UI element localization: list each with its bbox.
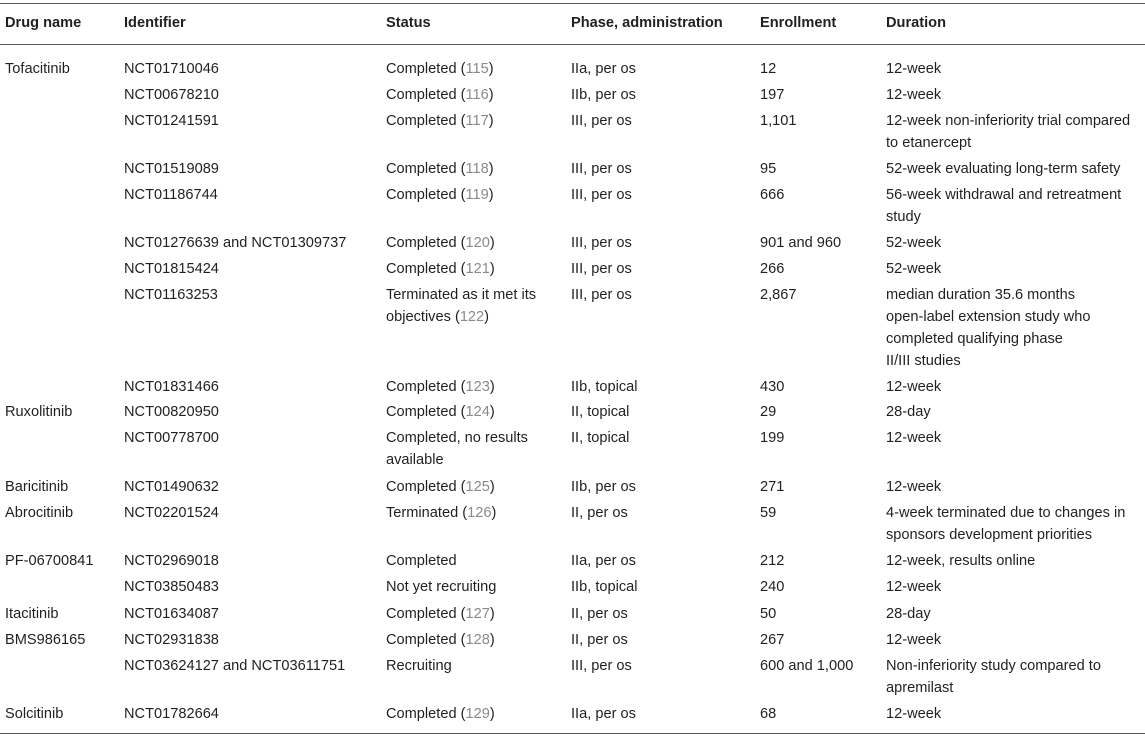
cell-identifier: NCT00778700 <box>124 430 219 446</box>
cell-phase-administration: III, per os <box>571 161 632 177</box>
cell-enrollment: 240 <box>760 579 785 595</box>
duration-line: 12-week non-inferiority trial compared <box>886 113 1131 129</box>
cell-enrollment: 430 <box>760 379 785 395</box>
status-text: Recruiting <box>386 658 452 674</box>
cell-enrollment: 271 <box>760 479 785 495</box>
cell-enrollment: 197 <box>760 87 785 103</box>
cell-status <box>386 232 495 254</box>
status-text: Completed ( <box>386 632 466 648</box>
duration-line: 12-week <box>886 479 942 495</box>
status-text: ) <box>488 113 494 129</box>
status-text: ) <box>489 479 495 495</box>
status-text: Terminated as it met its <box>386 287 537 303</box>
duration-line: 12-week <box>886 579 942 595</box>
cell-status <box>386 427 528 471</box>
cell-identifier: NCT01490632 <box>124 479 219 495</box>
reference-link[interactable]: 127 <box>465 606 490 622</box>
cell-phase-administration: III, per os <box>571 113 632 129</box>
cell-drug-name: Baricitinib <box>5 479 69 495</box>
cell-enrollment: 2,867 <box>760 287 797 303</box>
cell-status <box>386 703 495 725</box>
cell-phase-administration: IIb, topical <box>571 379 638 395</box>
cell-identifier: NCT02201524 <box>124 505 219 521</box>
duration-line: median duration 35.6 months <box>886 287 1076 303</box>
header-status: Status <box>386 15 431 31</box>
cell-duration <box>886 629 941 651</box>
header-identifier: Identifier <box>124 15 186 31</box>
duration-line: Non-inferiority study compared to <box>886 658 1101 674</box>
cell-phase-administration: II, per os <box>571 505 628 521</box>
status-text: Completed ( <box>386 161 466 177</box>
cell-phase-administration: IIb, per os <box>571 87 636 103</box>
duration-line: apremilast <box>886 680 954 696</box>
cell-identifier: NCT00678210 <box>124 87 219 103</box>
cell-drug-name: PF-06700841 <box>5 553 94 569</box>
cell-status <box>386 476 495 498</box>
status-text: Completed ( <box>386 87 466 103</box>
reference-link[interactable]: 117 <box>465 113 489 129</box>
cell-phase-administration: III, per os <box>571 658 632 674</box>
table-bottom-rule <box>0 733 1145 734</box>
status-text: ) <box>489 379 495 395</box>
cell-phase-administration: II, per os <box>571 606 628 622</box>
cell-duration <box>886 703 941 725</box>
cell-phase-administration: III, per os <box>571 187 632 203</box>
cell-status <box>386 258 495 280</box>
cell-phase-administration: IIb, topical <box>571 579 638 595</box>
duration-line: 12-week <box>886 379 942 395</box>
cell-status <box>386 110 494 132</box>
cell-status <box>386 158 494 180</box>
cell-drug-name: Abrocitinib <box>5 505 74 521</box>
status-text: Completed ( <box>386 61 466 77</box>
status-text: Completed ( <box>386 606 466 622</box>
cell-status <box>386 184 494 206</box>
cell-enrollment: 901 and 960 <box>760 235 842 251</box>
cell-status <box>386 655 452 677</box>
reference-link[interactable]: 128 <box>465 632 490 648</box>
cell-identifier: NCT01241591 <box>124 113 219 129</box>
cell-drug-name: Tofacitinib <box>5 61 70 77</box>
status-text: Completed ( <box>386 404 466 420</box>
reference-link[interactable]: 116 <box>465 87 489 103</box>
cell-identifier: NCT01163253 <box>124 287 218 303</box>
duration-line: 52-week evaluating long-term safety <box>886 161 1121 177</box>
cell-identifier: NCT02931838 <box>124 632 219 648</box>
cell-drug-name: BMS986165 <box>5 632 86 648</box>
cell-enrollment: 666 <box>760 187 785 203</box>
cell-identifier: NCT01831466 <box>124 379 219 395</box>
cell-duration <box>886 476 941 498</box>
cell-enrollment: 267 <box>760 632 785 648</box>
cell-phase-administration: II, per os <box>571 632 628 648</box>
cell-enrollment: 199 <box>760 430 785 446</box>
cell-phase-administration: IIa, per os <box>571 553 636 569</box>
status-text: Completed, no results <box>386 430 528 446</box>
cell-status <box>386 401 495 423</box>
reference-link[interactable]: 125 <box>465 479 490 495</box>
cell-phase-administration: III, per os <box>571 261 632 277</box>
cell-status <box>386 603 495 625</box>
cell-enrollment: 59 <box>760 505 777 521</box>
cell-duration <box>886 603 931 625</box>
status-text: ) <box>488 61 494 77</box>
reference-link[interactable]: 122 <box>459 309 485 325</box>
cell-enrollment: 12 <box>760 61 777 77</box>
cell-identifier: NCT01815424 <box>124 261 219 277</box>
duration-line: 28-day <box>886 606 931 622</box>
duration-line: 28-day <box>886 404 931 420</box>
cell-drug-name: Itacitinib <box>5 606 59 622</box>
header-enrollment: Enrollment <box>760 15 837 31</box>
cell-duration <box>886 258 941 280</box>
reference-link[interactable]: 119 <box>465 187 489 203</box>
header-duration: Duration <box>886 15 946 31</box>
cell-status <box>386 84 494 106</box>
duration-line: open-label extension study who <box>886 309 1091 325</box>
cell-enrollment: 68 <box>760 706 777 722</box>
status-text: ) <box>488 187 494 203</box>
cell-status <box>386 576 496 598</box>
cell-duration <box>886 58 941 80</box>
status-text: Completed ( <box>386 261 466 277</box>
status-text: ) <box>489 261 495 277</box>
cell-duration <box>886 427 941 449</box>
status-text: ) <box>489 606 495 622</box>
status-text: ) <box>488 161 494 177</box>
status-text: ) <box>489 235 495 251</box>
status-text: Completed ( <box>386 706 466 722</box>
cell-phase-administration: III, per os <box>571 287 632 303</box>
duration-line: 12-week <box>886 61 942 77</box>
duration-line: 52-week <box>886 235 942 251</box>
duration-line: 12-week <box>886 430 942 446</box>
cell-status <box>386 550 457 572</box>
duration-line: study <box>886 209 921 225</box>
duration-line: 56-week withdrawal and retreatment <box>886 187 1122 203</box>
cell-duration <box>886 401 931 423</box>
cell-duration <box>886 84 941 106</box>
cell-status <box>386 376 495 398</box>
cell-identifier: NCT01276639 and NCT01309737 <box>124 235 347 251</box>
reference-link[interactable]: 118 <box>465 161 489 177</box>
cell-identifier: NCT01782664 <box>124 706 219 722</box>
cell-identifier: NCT03850483 <box>124 579 219 595</box>
cell-duration <box>886 110 1130 154</box>
reference-link[interactable]: 121 <box>465 261 490 277</box>
cell-phase-administration: II, topical <box>571 404 630 420</box>
reference-link[interactable]: 123 <box>465 379 490 395</box>
cell-duration <box>886 158 1120 180</box>
duration-line: sponsors development priorities <box>886 527 1093 543</box>
status-text: Terminated ( <box>386 505 468 521</box>
status-text: ) <box>489 404 495 420</box>
duration-line: 12-week, results online <box>886 553 1036 569</box>
header-bottom-rule <box>0 44 1145 45</box>
cell-identifier: NCT01710046 <box>124 61 219 77</box>
cell-drug-name: Solcitinib <box>5 706 64 722</box>
cell-phase-administration: II, topical <box>571 430 630 446</box>
cell-status <box>386 502 496 524</box>
cell-identifier: NCT00820950 <box>124 404 219 420</box>
cell-identifier: NCT01186744 <box>124 187 218 203</box>
cell-enrollment: 266 <box>760 261 785 277</box>
cell-identifier: NCT03624127 and NCT03611751 <box>124 658 346 674</box>
cell-status <box>386 629 495 651</box>
status-text: objectives ( <box>386 309 460 325</box>
status-text: Not yet recruiting <box>386 579 497 595</box>
reference-link[interactable]: 115 <box>465 61 489 77</box>
cell-enrollment: 600 and 1,000 <box>760 658 854 674</box>
reference-link[interactable]: 129 <box>465 706 490 722</box>
duration-line: II/III studies <box>886 353 961 369</box>
duration-line: 12-week <box>886 706 942 722</box>
cell-duration <box>886 376 941 398</box>
cell-phase-administration: IIa, per os <box>571 706 636 722</box>
cell-drug-name: Ruxolitinib <box>5 404 73 420</box>
cell-duration <box>886 184 1121 228</box>
cell-identifier: NCT01519089 <box>124 161 219 177</box>
cell-status <box>386 58 494 80</box>
reference-link[interactable]: 120 <box>465 235 490 251</box>
status-text: ) <box>489 706 495 722</box>
cell-phase-administration: IIa, per os <box>571 61 636 77</box>
cell-duration <box>886 284 1090 372</box>
duration-line: completed qualifying phase <box>886 331 1063 347</box>
cell-phase-administration: IIb, per os <box>571 479 636 495</box>
header-phase: Phase, administration <box>571 15 723 31</box>
status-text: Completed ( <box>386 235 466 251</box>
cell-duration <box>886 502 1125 546</box>
cell-duration <box>886 232 941 254</box>
status-text: Completed ( <box>386 187 466 203</box>
cell-enrollment: 50 <box>760 606 777 622</box>
cell-identifier: NCT02969018 <box>124 553 219 569</box>
status-text: ) <box>488 87 494 103</box>
status-text: available <box>386 452 444 468</box>
cell-status <box>386 284 536 328</box>
duration-line: 12-week <box>886 87 942 103</box>
cell-enrollment: 95 <box>760 161 777 177</box>
duration-line: 52-week <box>886 261 942 277</box>
duration-line: to etanercept <box>886 135 972 151</box>
cell-duration <box>886 576 941 598</box>
duration-line: 12-week <box>886 632 942 648</box>
reference-link[interactable]: 124 <box>465 404 490 420</box>
table-top-rule <box>0 3 1145 4</box>
status-text: Completed ( <box>386 479 466 495</box>
header-drug-name: Drug name <box>5 15 82 31</box>
status-text: Completed <box>386 553 457 569</box>
cell-enrollment: 212 <box>760 553 785 569</box>
status-text: ) <box>484 309 490 325</box>
reference-link[interactable]: 126 <box>467 505 492 521</box>
status-text: Completed ( <box>386 379 466 395</box>
status-text: Completed ( <box>386 113 466 129</box>
cell-duration <box>886 550 1035 572</box>
cell-phase-administration: III, per os <box>571 235 632 251</box>
cell-enrollment: 29 <box>760 404 777 420</box>
cell-identifier: NCT01634087 <box>124 606 219 622</box>
cell-duration <box>886 655 1101 699</box>
status-text: ) <box>491 505 497 521</box>
duration-line: 4-week terminated due to changes in <box>886 505 1126 521</box>
cell-enrollment: 1,101 <box>760 113 797 129</box>
status-text: ) <box>489 632 495 648</box>
